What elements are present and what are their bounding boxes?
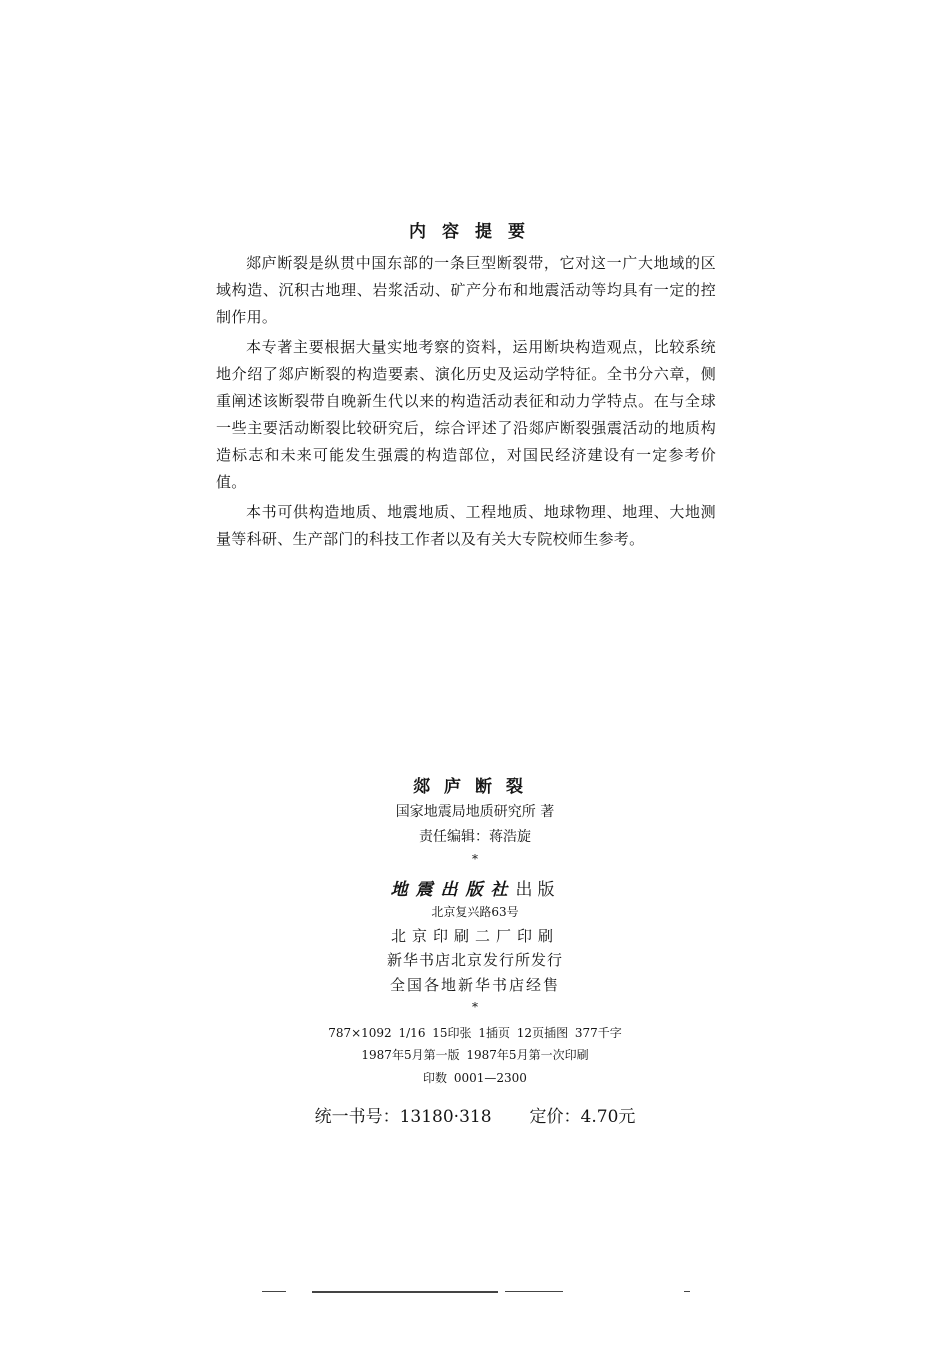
separator-star: * (472, 852, 478, 866)
specs-line: 787×1092 1/16 15印张 1插页 12页插图 377千字 (328, 1026, 622, 1040)
edition-line: 1987年5月第一版 1987年5月第一次印刷 (361, 1048, 589, 1062)
publisher-address: 北京复兴路63号 (431, 905, 519, 919)
printer-line: 北京印刷二厂印刷 (390, 927, 559, 945)
book-number: 统一书号：13180·318 (314, 1107, 492, 1127)
author-line: 国家地震局地质研究所 著 (395, 804, 555, 820)
editor-line: 责任编辑：蒋浩旋 (419, 829, 531, 845)
publisher-line (0, 875, 950, 900)
summary-paragraph: 本专著主要根据大量实地考察的资料，运用断块构造观点，比较系统地介绍了郯庐断裂的构造要素、演化历史及运动学特征。全书分六章，侧重阐述该断裂带自晚新生代以来的构造活动表征和动力学特点。在与全球一些主要活动断裂比较研究后，综合评述了沿郯庐断裂强震活动的地质构造标志和未来可能发生强震的构造部位，对国民经济建设有一定参考价值。 (216, 338, 716, 491)
book-number-row (0, 1102, 950, 1127)
book-title: 郯庐断裂 (413, 777, 537, 797)
scan-artifact-line (684, 1291, 690, 1292)
price: 定价：4.70元 (529, 1107, 636, 1127)
publisher-name: 地震出版社 (390, 880, 516, 900)
scan-artifact-line (312, 1291, 498, 1293)
publisher-suffix: 出版 (515, 880, 560, 900)
print-run-line: 印数 0001—2300 (423, 1071, 527, 1085)
sold-by-line: 全国各地新华书店经售 (389, 976, 560, 994)
separator-star: * (472, 1000, 478, 1014)
scan-artifact-line (505, 1291, 563, 1292)
summary-paragraph: 本书可供构造地质、地震地质、工程地质、地球物理、地理、大地测量等科研、生产部门的科技工作者以及有关大专院校师生参考。 (216, 503, 716, 548)
summary-paragraph: 郯庐断裂是纵贯中国东部的一条巨型断裂带，它对这一广大地域的区域构造、沉积古地理、岩浆活动、矿产分布和地震活动等均具有一定的控制作用。 (216, 254, 716, 326)
scan-artifact-line (262, 1291, 286, 1292)
summary-body (216, 250, 716, 556)
distributor-line: 新华书店北京发行所发行 (386, 951, 563, 969)
summary-title: 内容提要 (409, 222, 541, 242)
